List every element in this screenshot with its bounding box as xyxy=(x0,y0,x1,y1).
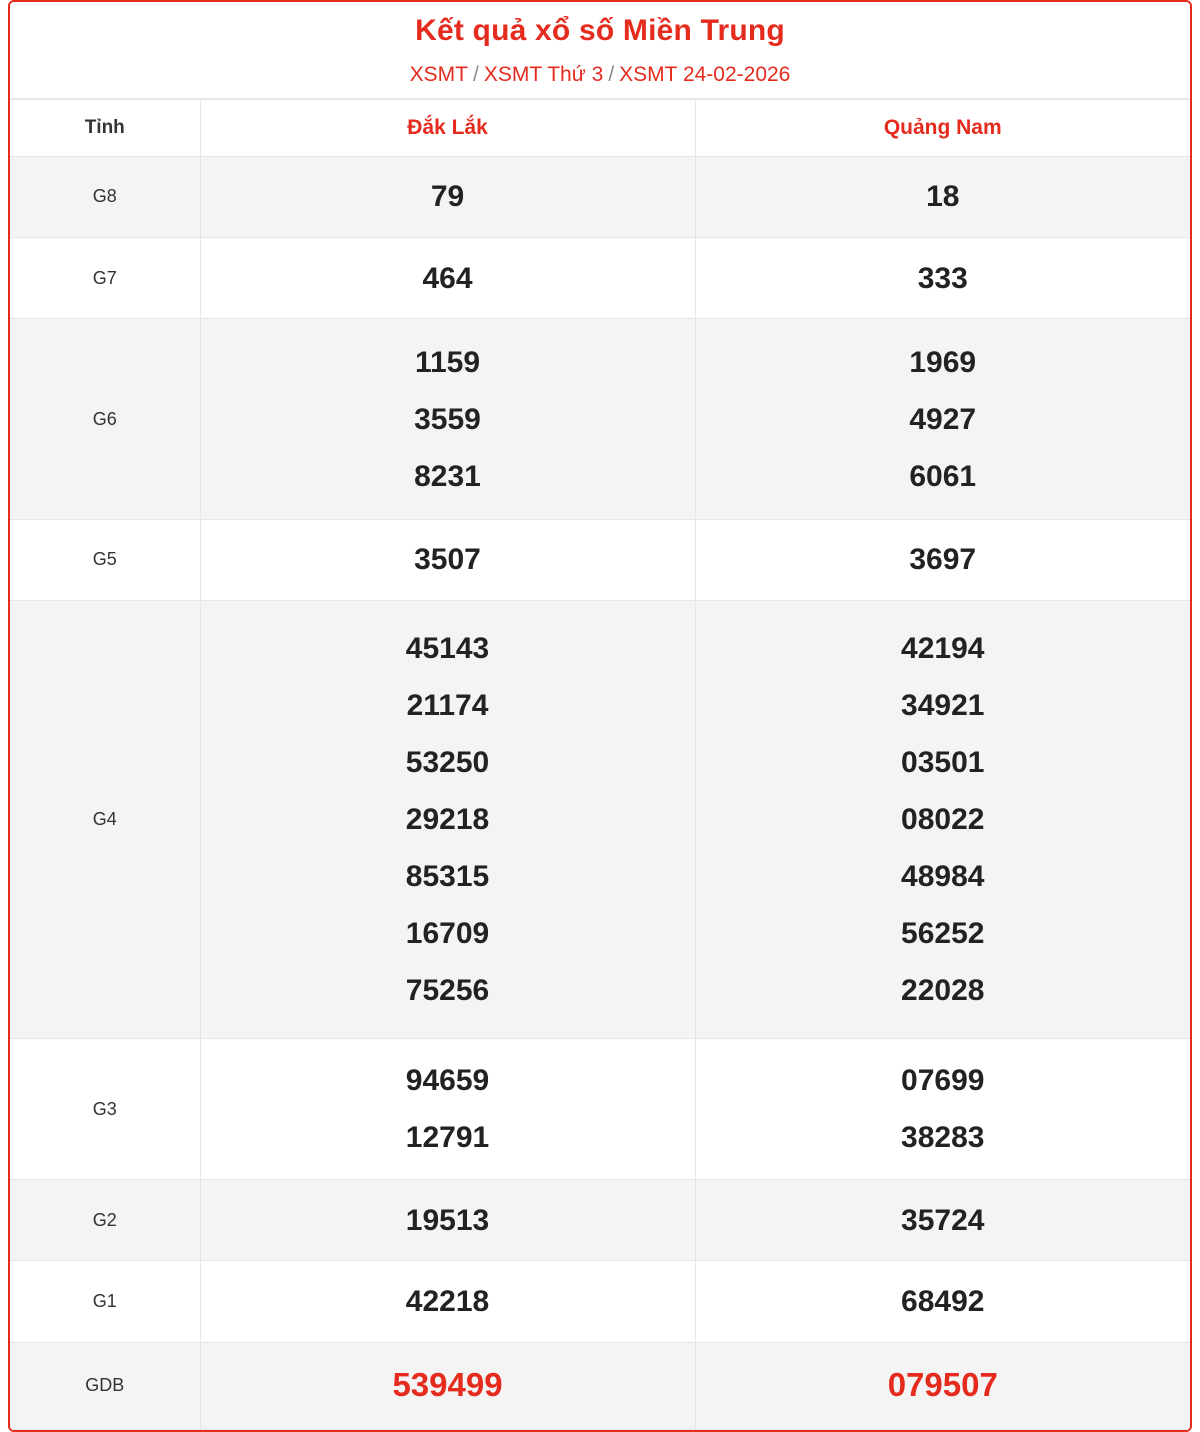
lottery-number: 079507 xyxy=(887,1366,998,1404)
breadcrumb-item-xsmt-thu-3[interactable]: XSMT Thứ 3 xyxy=(483,62,604,86)
lottery-number: 45143 xyxy=(405,632,490,666)
prize-label: G8 xyxy=(10,156,200,237)
lottery-number: 38283 xyxy=(901,1121,985,1155)
prize-numbers-dak-lak xyxy=(200,238,695,319)
table-row xyxy=(10,601,1190,1039)
prize-label: G1 xyxy=(10,1261,200,1342)
lottery-number: 8231 xyxy=(414,459,481,493)
prize-numbers-dak-lak xyxy=(200,156,695,237)
results-table xyxy=(10,99,1190,1430)
breadcrumb xyxy=(20,61,1180,88)
prize-numbers-quang-nam xyxy=(695,319,1190,519)
prize-numbers-quang-nam xyxy=(695,1039,1190,1180)
lottery-number: 56252 xyxy=(901,917,985,951)
prize-numbers-quang-nam xyxy=(695,601,1190,1039)
lottery-number: 42218 xyxy=(405,1284,490,1318)
table-row xyxy=(10,1179,1190,1260)
prize-numbers-dak-lak xyxy=(200,319,695,519)
column-header-dak-lak: Đắk Lắk xyxy=(200,99,695,156)
prize-numbers-dak-lak xyxy=(200,601,695,1039)
lottery-number: 42194 xyxy=(901,632,985,666)
table-row xyxy=(10,319,1190,519)
table-row xyxy=(10,1039,1190,1180)
prize-label: G3 xyxy=(10,1039,200,1180)
table-row xyxy=(10,1261,1190,1342)
lottery-number: 3697 xyxy=(909,543,977,577)
breadcrumb-separator-2: / xyxy=(608,62,615,86)
lottery-number: 12791 xyxy=(405,1121,490,1155)
lottery-number: 6061 xyxy=(909,459,977,493)
page-title: Kết quả xổ số Miền Trung xyxy=(415,14,785,47)
lottery-number: 08022 xyxy=(901,803,985,837)
prize-label: G7 xyxy=(10,238,200,319)
prize-numbers-quang-nam xyxy=(695,1261,1190,1342)
lottery-number: 94659 xyxy=(405,1064,490,1098)
table-row xyxy=(10,1342,1190,1429)
prize-numbers-dak-lak xyxy=(200,1039,695,1180)
breadcrumb-item-xsmt[interactable]: XSMT xyxy=(409,62,468,86)
column-header-quang-nam: Quảng Nam xyxy=(695,99,1190,156)
prize-numbers-quang-nam xyxy=(695,1342,1190,1429)
lottery-number: 75256 xyxy=(405,974,490,1008)
prize-label: G4 xyxy=(10,601,200,1039)
prize-label: G2 xyxy=(10,1179,200,1260)
lottery-number: 85315 xyxy=(405,860,490,894)
table-header-row xyxy=(10,99,1190,156)
prize-numbers-dak-lak xyxy=(200,519,695,600)
breadcrumb-item-xsmt-date[interactable]: XSMT 24-02-2026 xyxy=(619,62,791,86)
lottery-number: 53250 xyxy=(405,746,490,780)
lottery-number: 1969 xyxy=(909,345,977,379)
lottery-number: 464 xyxy=(422,261,473,295)
lottery-number: 539499 xyxy=(392,1366,503,1404)
prize-numbers-quang-nam xyxy=(695,238,1190,319)
lottery-number: 29218 xyxy=(405,803,490,837)
lottery-number: 68492 xyxy=(901,1284,985,1318)
table-row xyxy=(10,156,1190,237)
prize-numbers-dak-lak xyxy=(200,1261,695,1342)
lottery-number: 18 xyxy=(926,180,960,214)
lottery-number: 3507 xyxy=(414,543,481,577)
results-header xyxy=(10,2,1190,99)
lottery-number: 07699 xyxy=(901,1064,985,1098)
lottery-number: 4927 xyxy=(909,402,977,436)
table-row xyxy=(10,519,1190,600)
prize-numbers-quang-nam xyxy=(695,156,1190,237)
prize-label: G5 xyxy=(10,519,200,600)
lottery-results-card xyxy=(8,0,1192,1432)
lottery-number: 21174 xyxy=(406,689,489,723)
breadcrumb-separator-1: / xyxy=(472,62,479,86)
prize-numbers-quang-nam xyxy=(695,519,1190,600)
lottery-number: 79 xyxy=(430,180,465,214)
lottery-number: 03501 xyxy=(901,746,985,780)
lottery-number: 3559 xyxy=(414,402,481,436)
prize-numbers-quang-nam xyxy=(695,1179,1190,1260)
lottery-number: 34921 xyxy=(901,689,985,723)
column-header-province-label: Tỉnh xyxy=(10,99,200,156)
lottery-number: 19513 xyxy=(405,1203,490,1237)
prize-numbers-dak-lak xyxy=(200,1179,695,1260)
results-table-body xyxy=(10,156,1190,1429)
table-row xyxy=(10,238,1190,319)
lottery-number: 48984 xyxy=(901,860,985,894)
results-table-head xyxy=(10,99,1190,156)
prize-numbers-dak-lak xyxy=(200,1342,695,1429)
lottery-number: 16709 xyxy=(405,917,490,951)
lottery-number: 333 xyxy=(917,261,968,295)
lottery-number: 35724 xyxy=(901,1203,985,1237)
lottery-number: 1159 xyxy=(414,345,481,379)
prize-label: GDB xyxy=(10,1342,200,1429)
prize-label: G6 xyxy=(10,319,200,519)
lottery-number: 22028 xyxy=(901,974,985,1008)
